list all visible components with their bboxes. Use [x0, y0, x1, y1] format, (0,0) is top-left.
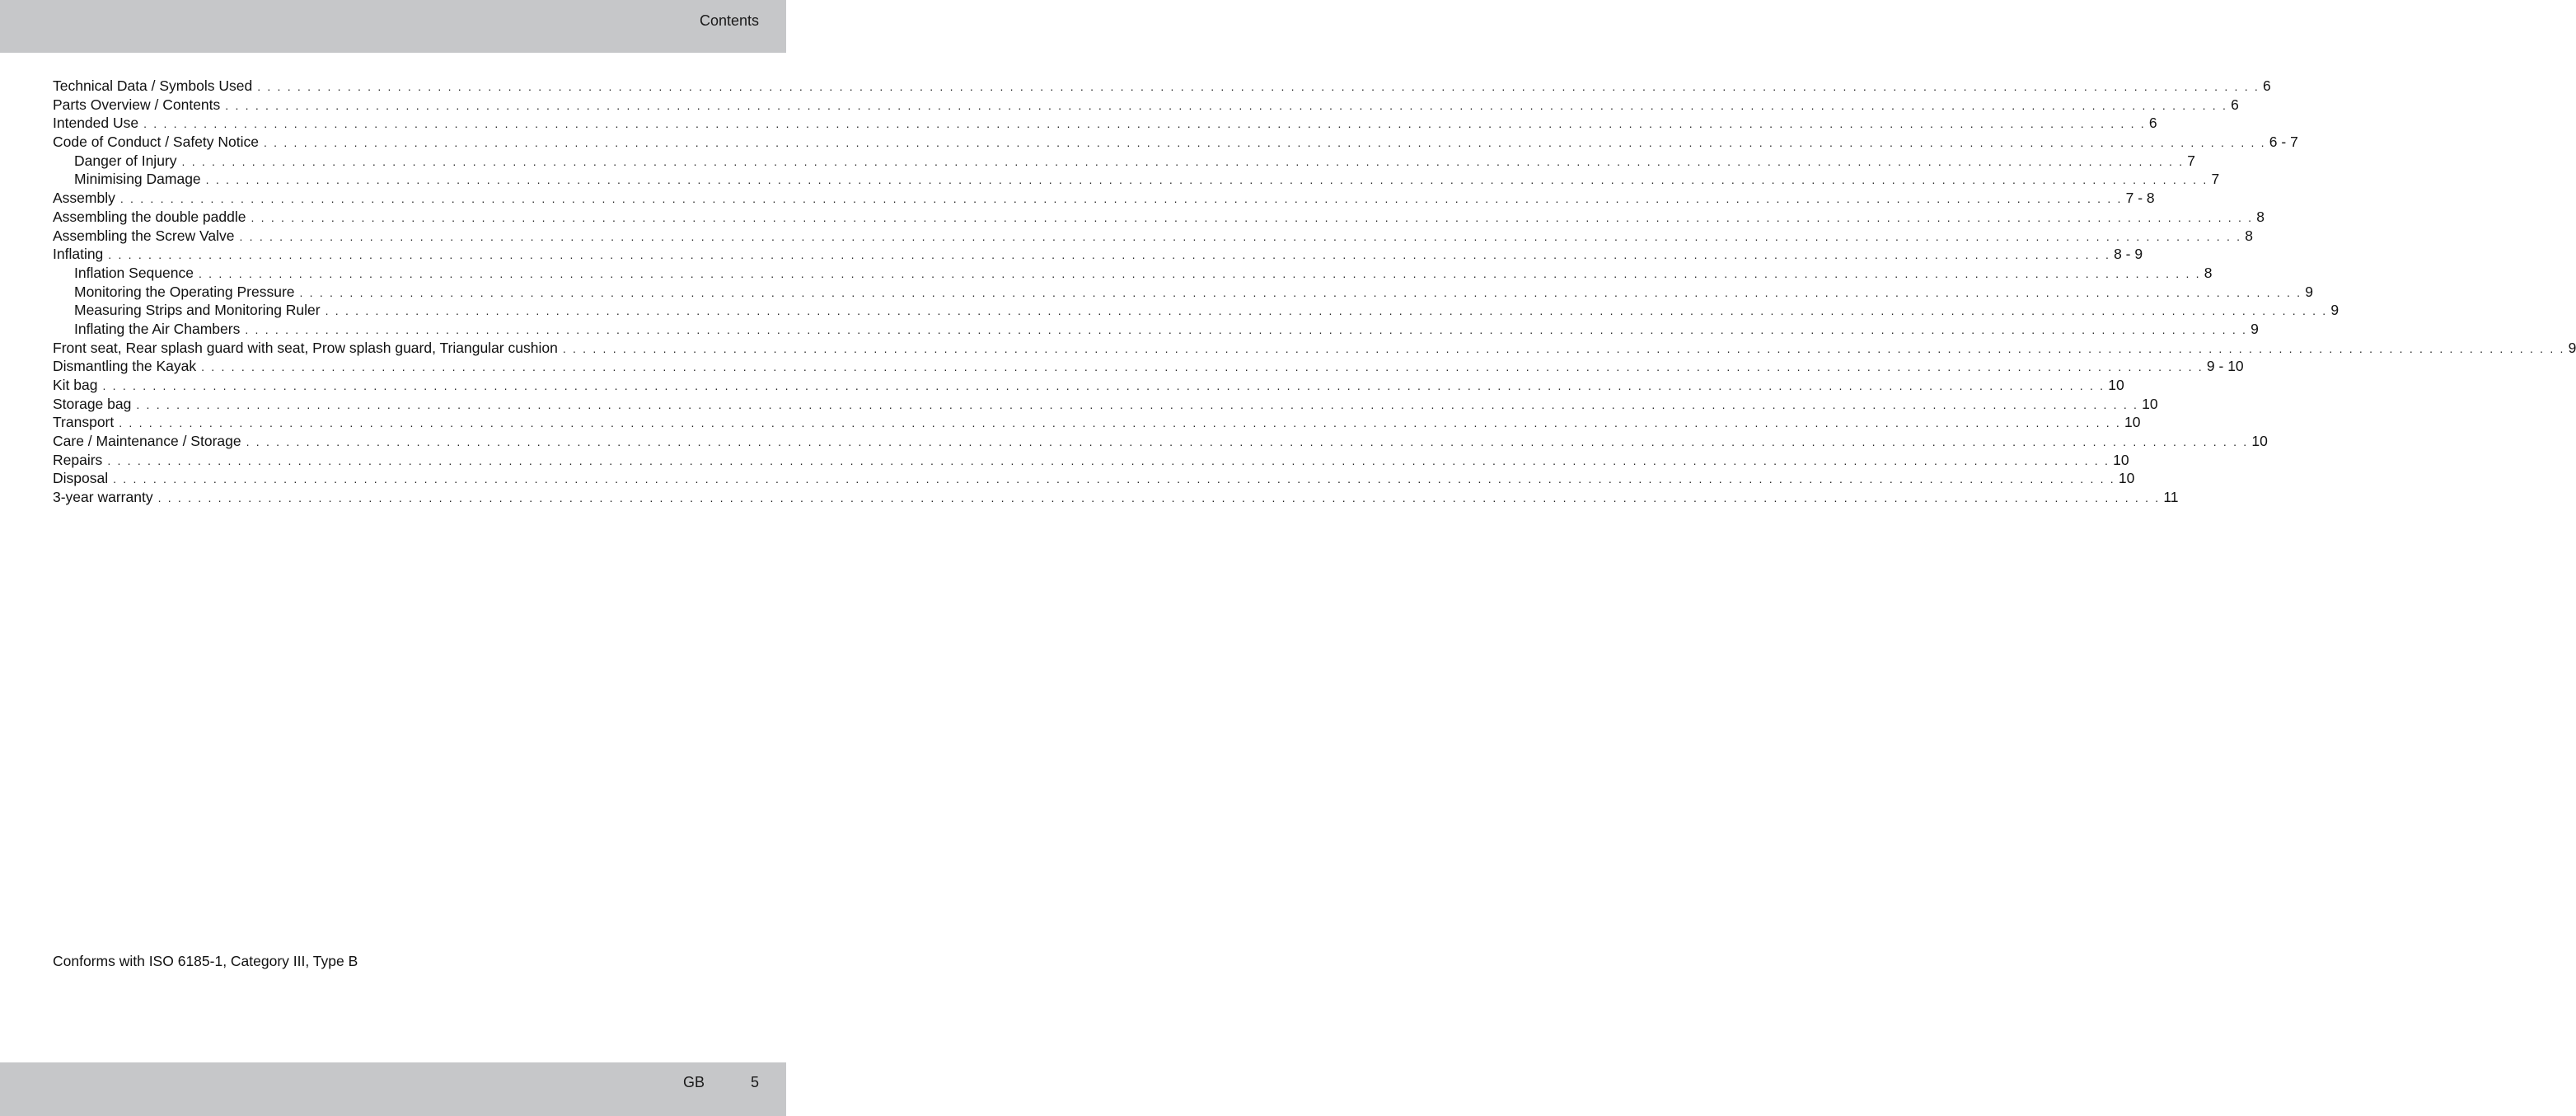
toc-entry-page: 9 - 10: [2206, 358, 2244, 375]
toc-entry-label: Technical Data / Symbols Used: [53, 77, 253, 94]
toc-entry-page: 6: [2231, 96, 2239, 113]
conformity-note: Conforms with ISO 6185-1, Category III, Type B: [53, 953, 358, 969]
toc-entry: [53, 227, 2253, 246]
toc-entry-page: 9: [2305, 283, 2314, 300]
toc-dot-leader: . . . . . . . . . . . . . . . . . . . . . . . . . . . . . . . . . . . . . . . . . . . . . . . . . . . . . . . . . . . . . . . . . . . . . . . . . . . . . . . . . . . . . . . . . . . . . . . . . . . . . . . . . . . . . . . . . . . . . . . . . . . . . . . . . . . . . . . . . . . . . . . . . . . . . . . . . . . . . . . . . . . . . . . . . . . . . . . . . . . . . . . . . . . . . . . . . . . . . . . .: [119, 192, 2123, 206]
toc-entry: [53, 488, 2179, 507]
toc-entry-label: Parts Overview / Contents: [53, 96, 221, 113]
toc-dot-leader: . . . . . . . . . . . . . . . . . . . . . . . . . . . . . . . . . . . . . . . . . . . . . . . . . . . . . . . . . . . . . . . . . . . . . . . . . . . . . . . . . . . . . . . . . . . . . . . . . . . . . . . . . . . . . . . . . . . . . . . . . . . . . . . . . . . . . . . . . . . . . . . . . . . . . . . . . . . . . . . . . . . . . . . . . . . . . . . . . . . . . . . . . . . . . . . . . . . . . . . .: [225, 98, 2228, 112]
toc-entry: [53, 77, 2271, 96]
toc-entry-label: Transport: [53, 414, 115, 431]
toc-dot-leader: . . . . . . . . . . . . . . . . . . . . . . . . . . . . . . . . . . . . . . . . . . . . . . . . . . . . . . . . . . . . . . . . . . . . . . . . . . . . . . . . . . . . . . . . . . . . . . . . . . . . . . . . . . . . . . . . . . . . . . . . . . . . . . . . . . . . . . . . . . . . . . . . . . . . . . . . . . . . . . . . . . . . . . . . . . . . . . . . . . . . . . . . . . . . . . . . . . . . . . . .: [325, 304, 2328, 318]
toc-entry-label: Inflation Sequence: [74, 264, 194, 281]
toc-entry-label: Inflating: [53, 246, 104, 263]
toc-dot-leader: . . . . . . . . . . . . . . . . . . . . . . . . . . . . . . . . . . . . . . . . . . . . . . . . . . . . . . . . . . . . . . . . . . . . . . . . . . . . . . . . . . . . . . . . . . . . . . . . . . . . . . . . . . . . . . . . . . . . . . . . . . . . . . . . . . . . . . . . . . . . . . . . . . . . . . . . . . . . . . . . . . . . . . . . . . . . . . . . . . . . . . . . . . . . . . . . . . . . . . . .: [239, 229, 2242, 243]
toc-dot-leader: . . . . . . . . . . . . . . . . . . . . . . . . . . . . . . . . . . . . . . . . . . . . . . . . . . . . . . . . . . . . . . . . . . . . . . . . . . . . . . . . . . . . . . . . . . . . . . . . . . . . . . . . . . . . . . . . . . . . . . . . . . . . . . . . . . . . . . . . . . . . . . . . . . . . . . . . . . . . . . . . . . . . . . . . . . . . . . . . . . . . . . . . . . . . . . . . . . . . . . . .: [201, 360, 2204, 374]
toc-entry-page: 11: [2163, 489, 2179, 506]
toc-entry: [53, 133, 2298, 152]
toc-dot-leader: . . . . . . . . . . . . . . . . . . . . . . . . . . . . . . . . . . . . . . . . . . . . . . . . . . . . . . . . . . . . . . . . . . . . . . . . . . . . . . . . . . . . . . . . . . . . . . . . . . . . . . . . . . . . . . . . . . . . . . . . . . . . . . . . . . . . . . . . . . . . . . . . . . . . . . . . . . . . . . . . . . . . . . . . . . . . . . . . . . . . . . . . . . . . . . . . . . . . . . . .: [119, 416, 2122, 430]
toc-entry-label: Care / Maintenance / Storage: [53, 433, 241, 450]
header-band: [0, 0, 786, 53]
toc-entry-label: Intended Use: [53, 115, 139, 132]
page-number: 5: [750, 1074, 759, 1090]
toc-entry: [53, 339, 2576, 358]
toc-entry-page: 10: [2113, 451, 2129, 468]
toc-entry: [53, 357, 2244, 376]
language-code: GB: [683, 1074, 705, 1090]
toc-dot-leader: . . . . . . . . . . . . . . . . . . . . . . . . . . . . . . . . . . . . . . . . . . . . . . . . . . . . . . . . . . . . . . . . . . . . . . . . . . . . . . . . . . . . . . . . . . . . . . . . . . . . . . . . . . . . . . . . . . . . . . . . . . . . . . . . . . . . . . . . . . . . . . . . . . . . . . . . . . . . . . . . . . . . . . . . . . . . . . . . . . . . . . . . . . . . . . . . . . . . . . . .: [143, 117, 2146, 131]
toc-entry-page: 7: [2187, 152, 2196, 169]
toc-dot-leader: . . . . . . . . . . . . . . . . . . . . . . . . . . . . . . . . . . . . . . . . . . . . . . . . . . . . . . . . . . . . . . . . . . . . . . . . . . . . . . . . . . . . . . . . . . . . . . . . . . . . . . . . . . . . . . . . . . . . . . . . . . . . . . . . . . . . . . . . . . . . . . . . . . . . . . . . . . . . . . . . . . . . . . . . . . . . . . . . . . . . . . . . . . . . . . . . . . . . . . . .: [136, 397, 2139, 411]
toc-entry-label: Inflating the Air Chambers: [74, 320, 241, 337]
toc-entry: [53, 469, 2135, 488]
toc-dot-leader: . . . . . . . . . . . . . . . . . . . . . . . . . . . . . . . . . . . . . . . . . . . . . . . . . . . . . . . . . . . . . . . . . . . . . . . . . . . . . . . . . . . . . . . . . . . . . . . . . . . . . . . . . . . . . . . . . . . . . . . . . . . . . . . . . . . . . . . . . . . . . . . . . . . . . . . . . . . . . . . . . . . . . . . . . . . . . . . . . . . . . . . . . . . . . . . . . . . . . . . .: [257, 80, 2260, 93]
toc-entry: [53, 189, 2155, 208]
toc-entry: [53, 413, 2141, 432]
toc-entry: [53, 170, 2220, 189]
toc-dot-leader: . . . . . . . . . . . . . . . . . . . . . . . . . . . . . . . . . . . . . . . . . . . . . . . . . . . . . . . . . . . . . . . . . . . . . . . . . . . . . . . . . . . . . . . . . . . . . . . . . . . . . . . . . . . . . . . . . . . . . . . . . . . . . . . . . . . . . . . . . . . . . . . . . . . . . . . . . . . . . . . . . . . . . . . . . . . . . . . . . . . . . . . . . . . . . . . . . . . . . . . .: [108, 248, 2111, 262]
toc-dot-leader: . . . . . . . . . . . . . . . . . . . . . . . . . . . . . . . . . . . . . . . . . . . . . . . . . . . . . . . . . . . . . . . . . . . . . . . . . . . . . . . . . . . . . . . . . . . . . . . . . . . . . . . . . . . . . . . . . . . . . . . . . . . . . . . . . . . . . . . . . . . . . . . . . . . . . . . . . . . . . . . . . . . . . . . . . . . . . . . . . . . . . . . . . . . . . . . . . . . . . . . .: [245, 322, 2248, 336]
toc-entry: [53, 451, 2129, 470]
toc-dot-leader: . . . . . . . . . . . . . . . . . . . . . . . . . . . . . . . . . . . . . . . . . . . . . . . . . . . . . . . . . . . . . . . . . . . . . . . . . . . . . . . . . . . . . . . . . . . . . . . . . . . . . . . . . . . . . . . . . . . . . . . . . . . . . . . . . . . . . . . . . . . . . . . . . . . . . . . . . . . . . . . . . . . . . . . . . . . . . . . . . . . . . . . . . . . . . . . . . . . . . . . .: [102, 379, 2105, 392]
page-title: Contents: [699, 12, 759, 29]
toc-entry-label: Front seat, Rear splash guard with seat, Prow splash guard, Triangular cushion: [53, 339, 558, 356]
toc-dot-leader: . . . . . . . . . . . . . . . . . . . . . . . . . . . . . . . . . . . . . . . . . . . . . . . . . . . . . . . . . . . . . . . . . . . . . . . . . . . . . . . . . . . . . . . . . . . . . . . . . . . . . . . . . . . . . . . . . . . . . . . . . . . . . . . . . . . . . . . . . . . . . . . . . . . . . . . . . . . . . . . . . . . . . . . . . . . . . . . . . . . . . . . . . . . . . . . . . . . . . . . .: [562, 341, 2565, 355]
toc-entry-label: Disposal: [53, 470, 109, 487]
toc-entry-label: Assembling the double paddle: [53, 208, 246, 225]
toc-dot-leader: . . . . . . . . . . . . . . . . . . . . . . . . . . . . . . . . . . . . . . . . . . . . . . . . . . . . . . . . . . . . . . . . . . . . . . . . . . . . . . . . . . . . . . . . . . . . . . . . . . . . . . . . . . . . . . . . . . . . . . . . . . . . . . . . . . . . . . . . . . . . . . . . . . . . . . . . . . . . . . . . . . . . . . . . . . . . . . . . . . . . . . . . . . . . . . . . . . . . . . . .: [264, 136, 2266, 150]
toc-entry: [53, 376, 2124, 395]
toc-entry-page: 9: [2568, 339, 2576, 356]
toc-entry-page: 7 - 8: [2125, 190, 2155, 207]
toc-dot-leader: . . . . . . . . . . . . . . . . . . . . . . . . . . . . . . . . . . . . . . . . . . . . . . . . . . . . . . . . . . . . . . . . . . . . . . . . . . . . . . . . . . . . . . . . . . . . . . . . . . . . . . . . . . . . . . . . . . . . . . . . . . . . . . . . . . . . . . . . . . . . . . . . . . . . . . . . . . . . . . . . . . . . . . . . . . . . . . . . . . . . . . . . . . . . . . . . . . . . . . . .: [246, 435, 2249, 449]
toc-entry: [53, 432, 2268, 451]
toc-entry-page: 6: [2262, 77, 2271, 94]
toc-entry: [53, 152, 2196, 171]
toc-dot-leader: . . . . . . . . . . . . . . . . . . . . . . . . . . . . . . . . . . . . . . . . . . . . . . . . . . . . . . . . . . . . . . . . . . . . . . . . . . . . . . . . . . . . . . . . . . . . . . . . . . . . . . . . . . . . . . . . . . . . . . . . . . . . . . . . . . . . . . . . . . . . . . . . . . . . . . . . . . . . . . . . . . . . . . . . . . . . . . . . . . . . . . . . . . . . . . . . . . . . . . . .: [113, 472, 2115, 486]
toc-entry-page: 10: [2142, 395, 2158, 412]
toc-entry: [53, 301, 2339, 320]
toc-entry: [53, 208, 2265, 227]
toc-entry-page: 9: [2250, 320, 2259, 337]
toc-dot-leader: . . . . . . . . . . . . . . . . . . . . . . . . . . . . . . . . . . . . . . . . . . . . . . . . . . . . . . . . . . . . . . . . . . . . . . . . . . . . . . . . . . . . . . . . . . . . . . . . . . . . . . . . . . . . . . . . . . . . . . . . . . . . . . . . . . . . . . . . . . . . . . . . . . . . . . . . . . . . . . . . . . . . . . . . . . . . . . . . . . . . . . . . . . . . . . . . . . . . . . . .: [251, 210, 2254, 224]
toc-entry-label: Measuring Strips and Monitoring Ruler: [74, 302, 321, 319]
toc-entry-page: 8 - 9: [2114, 246, 2143, 263]
toc-entry-page: 6: [2148, 115, 2157, 132]
toc-entry: [53, 283, 2314, 302]
toc-entry-page: 6 - 7: [2269, 134, 2298, 151]
table-of-contents: [53, 77, 2576, 507]
toc-entry-label: Assembling the Screw Valve: [53, 227, 235, 244]
toc-entry-label: Minimising Damage: [74, 171, 201, 188]
toc-entry-label: Kit bag: [53, 377, 98, 393]
toc-entry: [53, 320, 2259, 339]
toc-entry-label: Danger of Injury: [74, 152, 177, 169]
footer-band: [0, 1062, 786, 1116]
toc-dot-leader: . . . . . . . . . . . . . . . . . . . . . . . . . . . . . . . . . . . . . . . . . . . . . . . . . . . . . . . . . . . . . . . . . . . . . . . . . . . . . . . . . . . . . . . . . . . . . . . . . . . . . . . . . . . . . . . . . . . . . . . . . . . . . . . . . . . . . . . . . . . . . . . . . . . . . . . . . . . . . . . . . . . . . . . . . . . . . . . . . . . . . . . . . . . . . . . . . . . . . . . .: [205, 173, 2208, 187]
toc-entry-page: 8: [2204, 264, 2213, 281]
toc-entry-label: 3-year warranty: [53, 489, 153, 506]
toc-entry-label: Repairs: [53, 451, 103, 468]
toc-entry-label: Assembly: [53, 190, 115, 207]
toc-dot-leader: . . . . . . . . . . . . . . . . . . . . . . . . . . . . . . . . . . . . . . . . . . . . . . . . . . . . . . . . . . . . . . . . . . . . . . . . . . . . . . . . . . . . . . . . . . . . . . . . . . . . . . . . . . . . . . . . . . . . . . . . . . . . . . . . . . . . . . . . . . . . . . . . . . . . . . . . . . . . . . . . . . . . . . . . . . . . . . . . . . . . . . . . . . . . . . . . . . . . . . . .: [107, 453, 2110, 467]
toc-entry-page: 10: [2251, 433, 2268, 450]
toc-entry-page: 8: [2256, 208, 2265, 225]
toc-entry-label: Storage bag: [53, 395, 132, 412]
toc-dot-leader: . . . . . . . . . . . . . . . . . . . . . . . . . . . . . . . . . . . . . . . . . . . . . . . . . . . . . . . . . . . . . . . . . . . . . . . . . . . . . . . . . . . . . . . . . . . . . . . . . . . . . . . . . . . . . . . . . . . . . . . . . . . . . . . . . . . . . . . . . . . . . . . . . . . . . . . . . . . . . . . . . . . . . . . . . . . . . . . . . . . . . . . . . . . . . . . . . . . . . . . .: [181, 154, 2185, 168]
toc-entry-label: Dismantling the Kayak: [53, 358, 197, 375]
toc-entry-page: 10: [2118, 470, 2135, 487]
toc-entry-label: Code of Conduct / Safety Notice: [53, 134, 259, 151]
toc-entry: [53, 245, 2143, 264]
toc-dot-leader: . . . . . . . . . . . . . . . . . . . . . . . . . . . . . . . . . . . . . . . . . . . . . . . . . . . . . . . . . . . . . . . . . . . . . . . . . . . . . . . . . . . . . . . . . . . . . . . . . . . . . . . . . . . . . . . . . . . . . . . . . . . . . . . . . . . . . . . . . . . . . . . . . . . . . . . . . . . . . . . . . . . . . . . . . . . . . . . . . . . . . . . . . . . . . . . . . . . . . . . .: [157, 491, 2161, 505]
toc-entry: [53, 96, 2239, 115]
toc-entry: [53, 114, 2157, 133]
toc-dot-leader: . . . . . . . . . . . . . . . . . . . . . . . . . . . . . . . . . . . . . . . . . . . . . . . . . . . . . . . . . . . . . . . . . . . . . . . . . . . . . . . . . . . . . . . . . . . . . . . . . . . . . . . . . . . . . . . . . . . . . . . . . . . . . . . . . . . . . . . . . . . . . . . . . . . . . . . . . . . . . . . . . . . . . . . . . . . . . . . . . . . . . . . . . . . . . . . . . . . . . . . .: [299, 285, 2302, 299]
toc-entry-page: 10: [2124, 414, 2141, 431]
toc-entry: [53, 395, 2158, 414]
toc-entry-page: 7: [2211, 171, 2220, 188]
toc-entry-page: 9: [2330, 302, 2339, 319]
toc-entry-page: 10: [2108, 377, 2124, 393]
toc-entry-page: 8: [2245, 227, 2253, 244]
toc-dot-leader: . . . . . . . . . . . . . . . . . . . . . . . . . . . . . . . . . . . . . . . . . . . . . . . . . . . . . . . . . . . . . . . . . . . . . . . . . . . . . . . . . . . . . . . . . . . . . . . . . . . . . . . . . . . . . . . . . . . . . . . . . . . . . . . . . . . . . . . . . . . . . . . . . . . . . . . . . . . . . . . . . . . . . . . . . . . . . . . . . . . . . . . . . . . . . . . . . . . . . . . .: [198, 266, 2201, 280]
toc-entry: [53, 264, 2213, 283]
toc-entry-label: Monitoring the Operating Pressure: [74, 283, 295, 300]
